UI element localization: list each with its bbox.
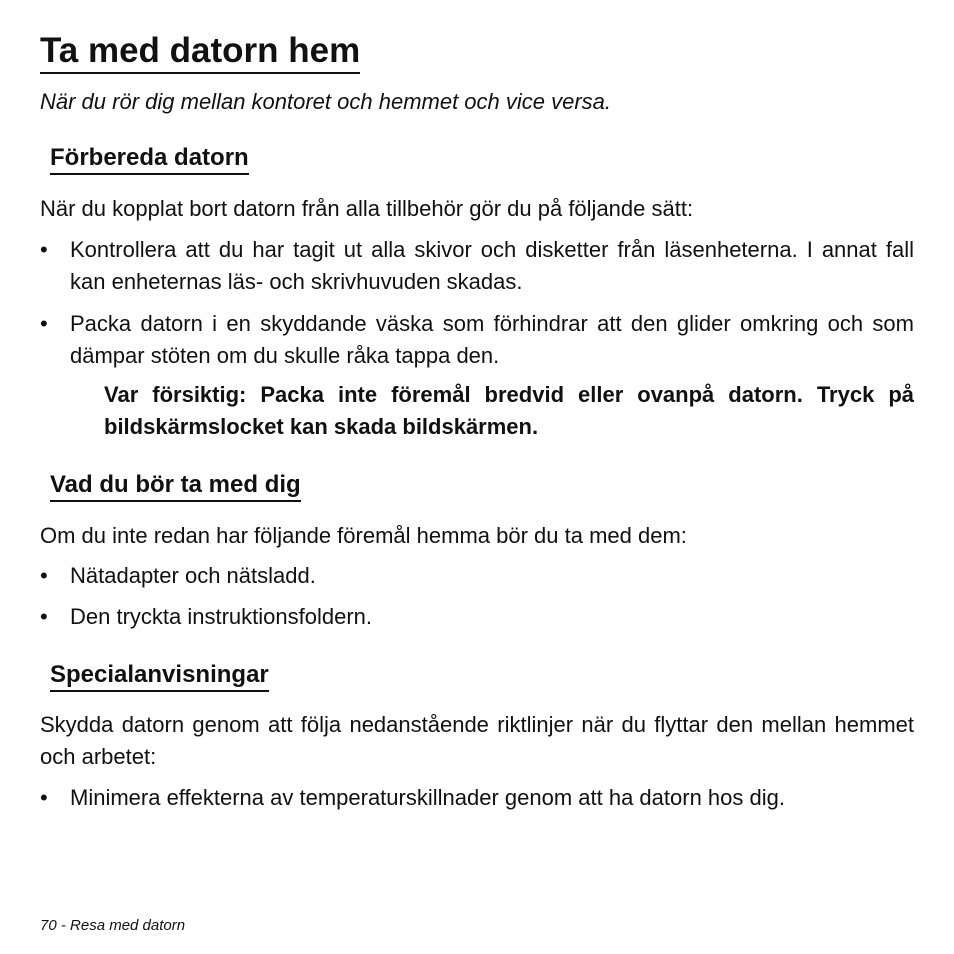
list-item-text: Minimera effekterna av temperaturskillnader genom att ha datorn hos dig. — [70, 785, 785, 810]
list-item — [40, 782, 914, 814]
section-intro-special: Skydda datorn genom att följa nedanstående riktlinjer när du flyttar den mellan hemmet och arbetet: — [40, 712, 914, 769]
bullet-marker: • — [40, 563, 48, 588]
bullet-marker: • — [40, 604, 48, 629]
bullet-marker: • — [40, 237, 48, 262]
section-intro-bring: Om du inte redan har följande föremål hemma bör du ta med dem: — [40, 523, 687, 548]
section-heading-bring: Vad du bör ta med dig — [50, 470, 301, 502]
list-item — [40, 234, 914, 298]
page-title: Ta med datorn hem — [40, 30, 360, 74]
section-heading-prepare: Förbereda datorn — [50, 143, 249, 175]
section-heading-special: Specialanvisningar — [50, 660, 269, 692]
list-item-text: Kontrollera att du har tagit ut alla skivor och disketter från läsenheterna. I annat fall kan enheternas läs- och skrivhuvuden skadas. — [70, 237, 914, 294]
list-item — [40, 560, 914, 592]
list-item-text: Packa datorn i en skyddande väska som förhindrar att den glider omkring och som dämpar stöten om du skulle råka tappa den. — [70, 311, 914, 368]
bullet-marker: • — [40, 785, 48, 810]
list-item-text: Den tryckta instruktionsfoldern. — [70, 604, 373, 629]
page-subtitle: När du rör dig mellan kontoret och hemmet och vice versa. — [40, 89, 612, 114]
list-item-text: Nätadapter och nätsladd. — [70, 563, 316, 588]
section-intro-prepare: När du kopplat bort datorn från alla tillbehör gör du på följande sätt: — [40, 196, 694, 221]
warning-note: Var försiktig: Packa inte föremål bredvid eller ovanpå datorn. Tryck på bildskärmslocket kan skada bildskärmen. — [104, 382, 914, 439]
page-footer: 70 - Resa med datorn — [40, 917, 186, 934]
list-item — [40, 308, 914, 372]
bullet-marker: • — [40, 311, 48, 336]
list-item — [40, 601, 914, 633]
